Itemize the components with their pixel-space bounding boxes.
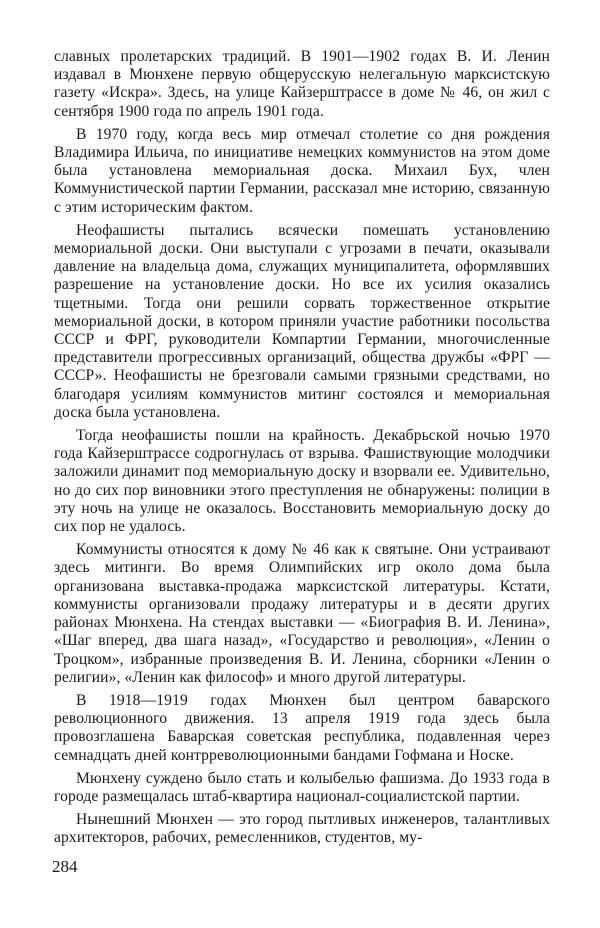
paragraph: Коммунисты относятся к дому № 46 как к святыне. Они устраивают здесь митинги. Во время Олимпийских игр около дома была организована выставка-продажа марксистской литературы. Кстати, коммунисты организовали продажу литературы и в десяти других районах Мюнхена. На стендах выставки — «Биография В. И. Ленина», «Шаг вперед, два шага назад», «Государство и революция», «Ленин о Троцком», избранные произведения В. И. Ленина, сборники «Ленин о религии», «Ленин как философ» и много другой литературы.	[54, 541, 550, 686]
page-number: 284	[52, 857, 78, 876]
paragraph: Неофашисты пытались всячески помешать установлению мемориальной доски. Они выступали с угрозами в печати, оказывали давление на владельца дома, служащих муниципалитета, оформлявших разрешение на установление доски. Но все их усилия оказались тщетными. Тогда они решили сорвать торжественное открытие мемориальной доски, в котором приняли участие работники посольства СССР и ФРГ, руководители Компартии Германии, многочисленные представители прогрессивных организаций, общества дружбы «ФРГ — СССР». Неофашисты не брезговали самыми грязными средствами, но благодаря усилиям коммунистов митинг состоялся и мемориальная доска была установлена.	[54, 221, 550, 421]
paragraph: В 1970 году, когда весь мир отмечал столетие со дня рождения Владимира Ильича, по инициативе немецких коммунистов на этом доме была установлена мемориальная доска. Михаил Бух, член Коммунистической партии Германии, рассказал мне историю, связанную с этим историческим фактом.	[54, 125, 550, 216]
paragraph: Нынешний Мюнхен — это город пытливых инженеров, талантливых архитекторов, рабочих, ремесленников, студентов, му-	[54, 811, 550, 847]
paragraph: Мюнхену суждено было стать и колыбелью фашизма. До 1933 года в городе размещалась штаб-квартира национал-социалистской партии.	[54, 769, 550, 805]
paragraph: В 1918—1919 годах Мюнхен был центром баварского революционного движения. 13 апреля 1919 года здесь была провозглашена Баварская советская республика, подавленная через семнадцать дней контрреволюционными бандами Гофмана и Носке.	[54, 691, 550, 764]
paragraph: славных пролетарских традиций. В 1901—1902 годах В. И. Ленин издавал в Мюнхене первую общерусскую нелегальную марксистскую газету «Искра». Здесь, на улице Кайзерштрассе в доме № 46, он жил с сентября 1900 года по апрель 1901 года.	[54, 48, 550, 120]
paragraph: Тогда неофашисты пошли на крайность. Декабрьской ночью 1970 года Кайзерштрассе содрогнулась от взрыва. Фашиствующие молодчики заложили динамит под мемориальную доску и взорвали ее. Удивительно, но до сих пор виновники этого преступления не обнаружены: полиции в эту ночь на улице не оказалось. Восстановить мемориальную доску до сих пор не удалось.	[54, 427, 550, 536]
page-body	[54, 48, 550, 853]
